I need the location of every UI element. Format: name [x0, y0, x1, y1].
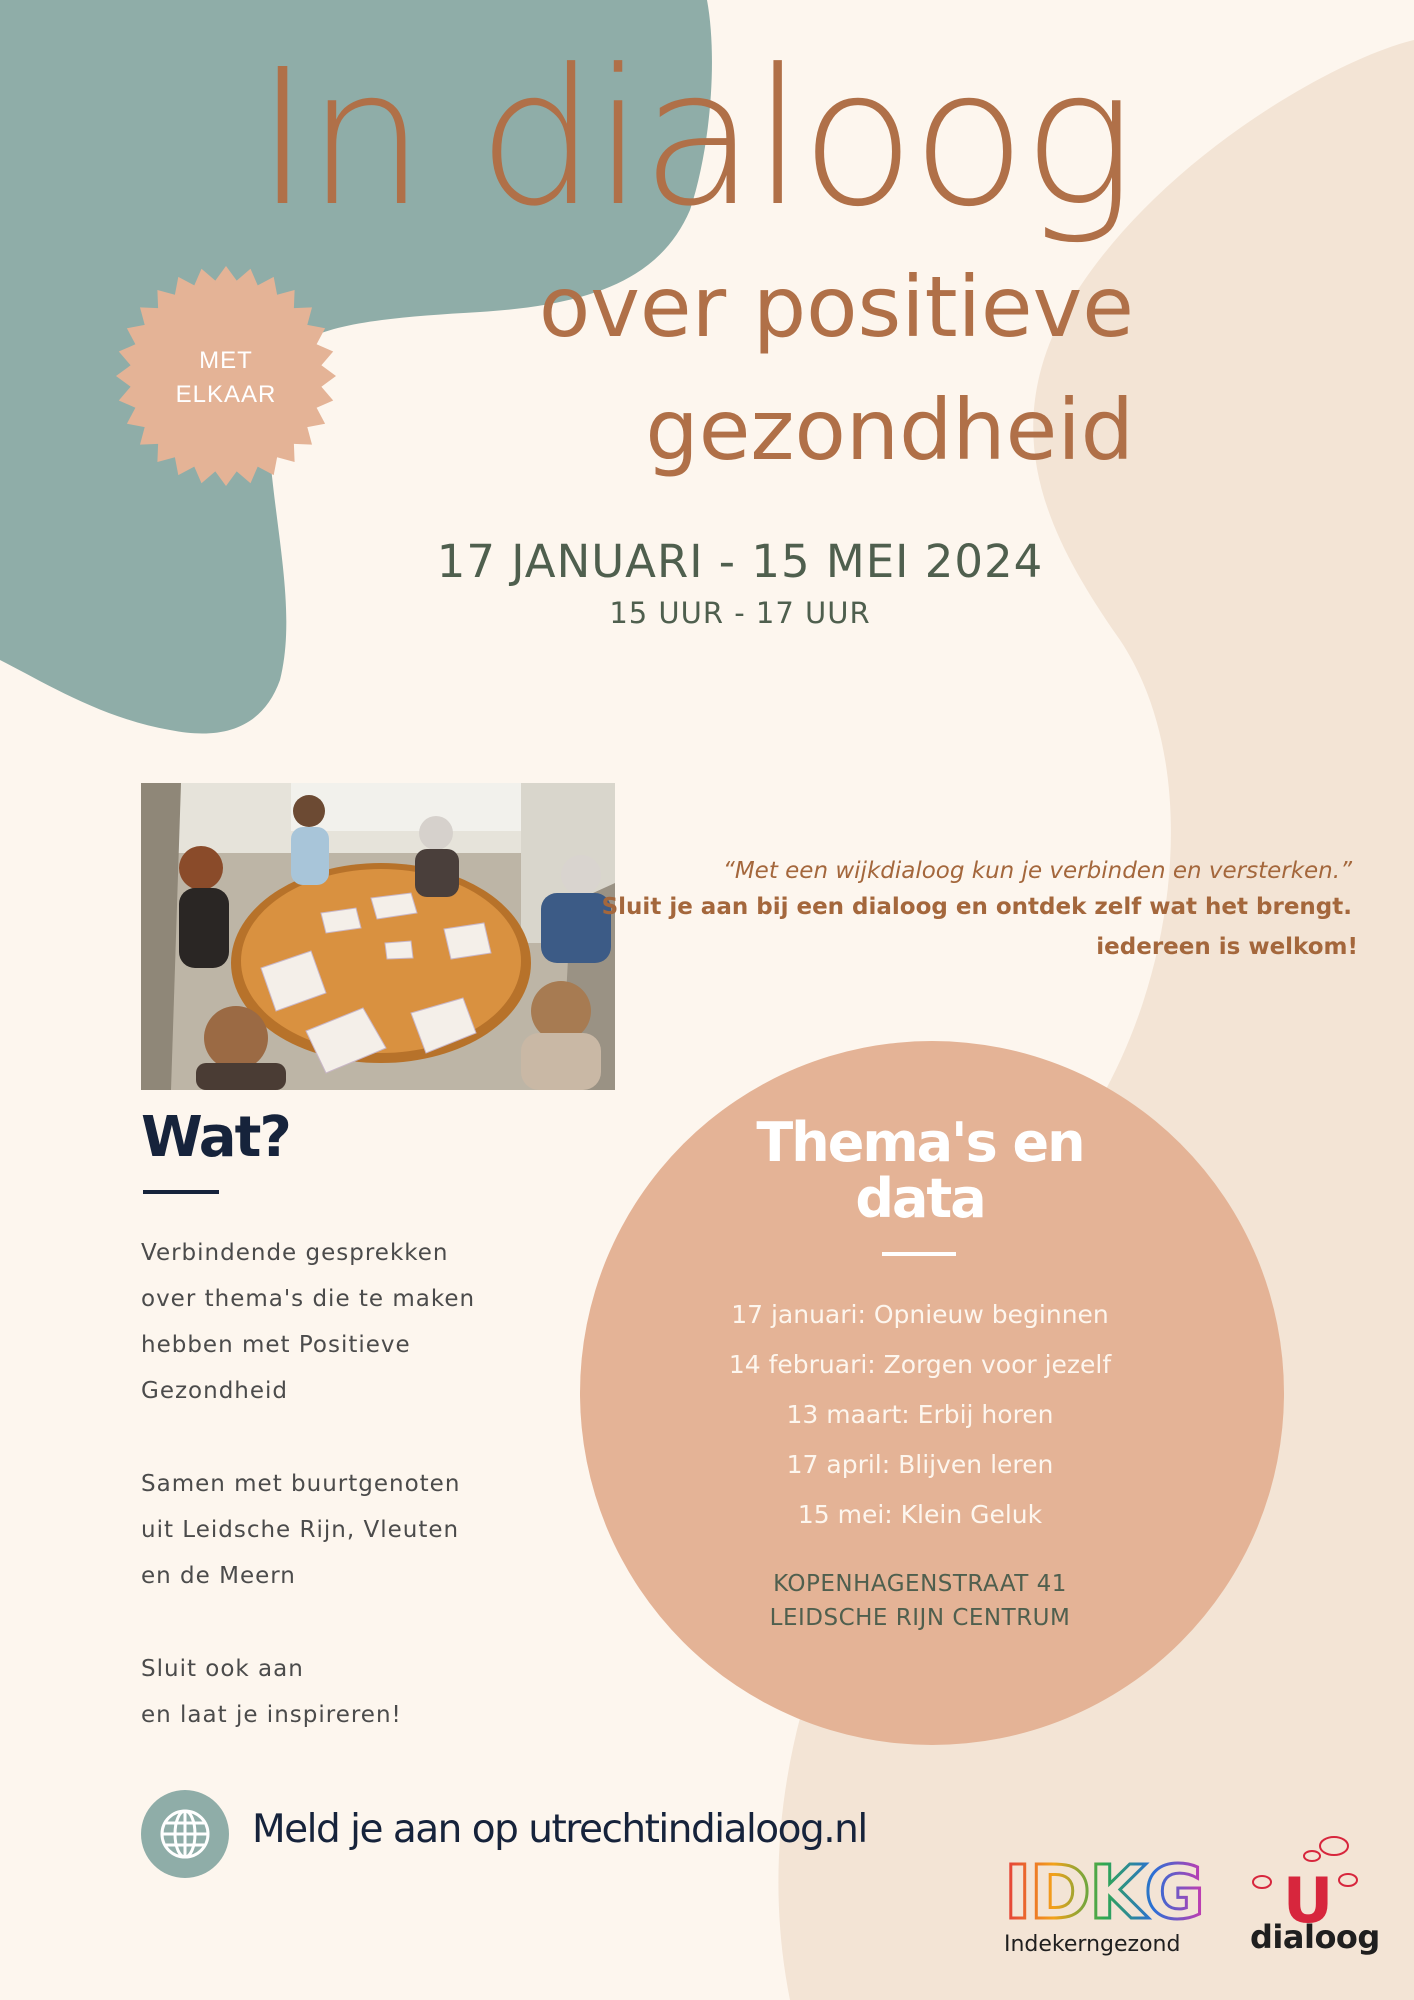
badge-line-2: ELKAAR: [175, 381, 277, 408]
globe-icon: [141, 1790, 229, 1878]
wat-heading: Wat?: [141, 1105, 290, 1170]
wat-line: over thema's die te maken: [141, 1286, 476, 1312]
theme-item: 17 januari: Opnieuw beginnen: [731, 1300, 1109, 1329]
u-dialoog-logo: [1248, 1830, 1368, 1930]
wat-line: Samen met buurtgenoten: [141, 1471, 461, 1497]
badge-text: [115, 344, 337, 412]
time-range: 15 UUR - 17 UUR: [609, 596, 871, 630]
subtitle-line-1: over positieve: [538, 258, 1134, 356]
themes-heading-line-2: data: [855, 1167, 985, 1230]
wat-line: en laat je inspireren!: [141, 1702, 402, 1728]
idkg-name: Indekerngezond: [1004, 1932, 1181, 1957]
wat-paragraph-3: [141, 1646, 541, 1738]
group-discussion-photo: [141, 783, 615, 1090]
wat-line: Verbindende gesprekken: [141, 1240, 449, 1266]
theme-item: 17 april: Blijven leren: [786, 1450, 1054, 1479]
theme-item: 13 maart: Erbij horen: [786, 1400, 1054, 1429]
u-letter: U: [1282, 1864, 1334, 1930]
badge-line-1: MET: [199, 347, 253, 374]
themes-divider: [882, 1252, 956, 1256]
quote-text: “Met een wijkdialoog kun je verbinden en versterken.”: [722, 858, 1352, 884]
wat-line: en de Meern: [141, 1563, 296, 1589]
main-title: In dialoog: [255, 29, 1132, 248]
quote-call-to-action: Sluit je aan bij een dialoog en ontdek zelf wat het brengt.: [601, 894, 1352, 920]
quote-welcome: iedereen is welkom!: [1096, 934, 1358, 960]
date-range: 17 JANUARI - 15 MEI 2024: [436, 535, 1044, 588]
address-area: LEIDSCHE RIJN CENTRUM: [769, 1605, 1071, 1631]
wat-paragraph-1: [141, 1230, 541, 1414]
wat-line: uit Leidsche Rijn, Vleuten: [141, 1517, 460, 1543]
theme-item: 15 mei: Klein Geluk: [797, 1500, 1043, 1529]
themes-heading-line-1: Thema's en: [756, 1111, 1084, 1174]
idkg-letters: IDKG: [1004, 1856, 1204, 1926]
theme-item: 14 februari: Zorgen voor jezelf: [728, 1350, 1112, 1379]
idkg-logo: [1004, 1856, 1208, 1926]
address-street: KOPENHAGENSTRAAT 41: [773, 1571, 1067, 1597]
themes-heading: [720, 1111, 1120, 1230]
wat-line: Gezondheid: [141, 1378, 289, 1404]
wat-paragraph-2: [141, 1461, 541, 1599]
wat-divider: [143, 1190, 219, 1194]
subtitle-line-2: gezondheid: [645, 381, 1134, 479]
wat-line: Sluit ook aan: [141, 1656, 304, 1682]
wat-line: hebben met Positieve: [141, 1332, 411, 1358]
u-dialoog-name: dialoog: [1250, 1918, 1380, 1956]
signup-link[interactable]: Meld je aan op utrechtindialoog.nl: [252, 1807, 867, 1852]
